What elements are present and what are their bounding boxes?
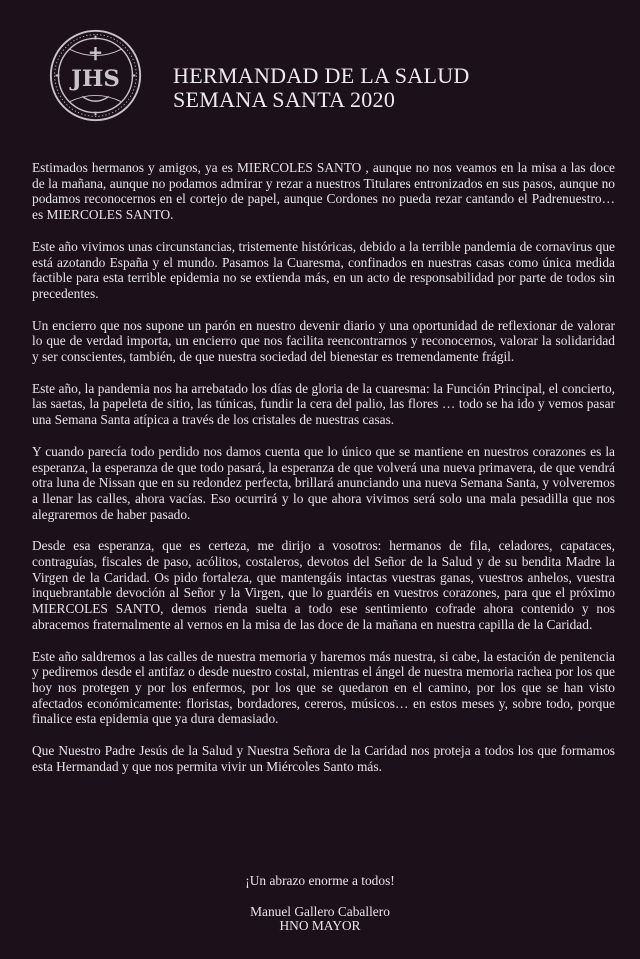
paragraph-8: Que Nuestro Padre Jesús de la Salud y Nuestra Señora de la Caridad nos proteja a todos los que formamos esta Hermandad y que nos permita vivir un Miércoles Santo más. xyxy=(32,743,615,774)
paragraph-3: Un encierro que nos supone un parón en nuestro devenir diario y una oportunidad de reflexionar de valorar lo que de verdad importa, un encierro que nos facilita reencontrarnos y reconocernos, valorar la solidaridad y ser conscientes, también, de que nuestra sociedad del bienestar es tremendamente frágil. xyxy=(32,317,615,365)
closing-greeting: ¡Un abrazo enorme a todos! xyxy=(245,873,395,888)
signature-name: Manuel Gallero Caballero xyxy=(250,904,390,919)
paragraph-1: Estimados hermanos y amigos, ya es MIERCOLES SANTO , aunque no nos veamos en la misa a las doce de la mañana, aunque no podamos admirar y rezar a nuestros Titulares entronizados en sus pasos, aunque no podamos reconocernos en el cortejo de papel, aunque Cordones no pueda rezar cantando el Padrenuestro… es MIERCOLES SANTO. xyxy=(32,160,615,223)
paragraph-6: Desde esa esperanza, que es certeza, me dirijo a vosotros: hermanos de fila, celadores, capataces, contraguías, fiscales de paso, acólitos, costaleros, devotos del Señor de la Salud y de su bendita Madre la Virgen de la Caridad. Os pido fortaleza, que mantengáis intactas vuestras ganas, vuestros anhelos, vuestra inquebrantable devoción al Señor y la Virgen, que lo guardéis en vuestros corazones, para que el próximo MIERCOLES SANTO, demos rienda suelta a todo ese sentimiento cofrade ahora contenido y nos abracemos fraternalmente al vernos en la misa de las doce de la mañana en nuestra capilla de la Caridad. xyxy=(32,538,615,632)
title-block xyxy=(173,64,470,112)
page-title: HERMANDAD DE LA SALUD xyxy=(173,63,470,88)
paragraph-7: Este año saldremos a las calles de nuestra memoria y haremos más nuestra, si cabe, la estación de penitencia y pediremos desde el antifaz o desde nuestro costal, mientras el ángel de nuestra memoria rachea por los que hoy nos protegen y por los enfermos, por los que se quedaron en el camino, por los que se han visto afectados económicamente: floristas, bordadores, cereros, músicos… en estos meses y, sobre todo, porque finalice esta epidemia que ya dura demasiado. xyxy=(32,648,615,727)
header xyxy=(48,28,608,128)
paragraph-2: Este año vivimos unas circunstancias, tristemente históricas, debido a la terrible pandemia de cornavirus que está azotando España y el mundo. Pasamos la Cuaresma, confinados en nuestras casas como única medida factible para esta terrible epidemia no se extienda más, en un acto de responsabilidad por parte de todos sin precedentes. xyxy=(32,238,615,301)
signature-role: HNO MAYOR xyxy=(279,918,361,933)
page-subtitle: SEMANA SANTA 2020 xyxy=(173,87,396,112)
paragraph-4: Este año, la pandemia nos ha arrebatado los días de gloria de la cuaresma: la Función Principal, el concierto, las saetas, la papeleta de sitio, las túnicas, fundir la cera del palio, las flores … todo se ha ido y vemos pasar una Semana Santa atípica a través de los cristales de nuestras casas. xyxy=(32,380,615,428)
paragraph-5: Y cuando parecía todo perdido nos damos cuenta que lo único que se mantiene en nuestros corazones es la esperanza, la esperanza de que todo pasará, la esperanza de que volverá una nueva primavera, de que vendrá otra luna de Nissan que en su redondez perfecta, brillará anunciando una nueva Semana Santa, y volveremos a llenar las calles, ahora vacías. Eso ocurrirá y lo que ahora vivimos será solo una mala pesadilla que nos alegraremos de haber pasado. xyxy=(32,443,615,522)
hermandad-emblem-icon xyxy=(48,28,143,123)
emblem-monogram: JHS xyxy=(71,65,120,92)
letter-body xyxy=(32,160,615,791)
